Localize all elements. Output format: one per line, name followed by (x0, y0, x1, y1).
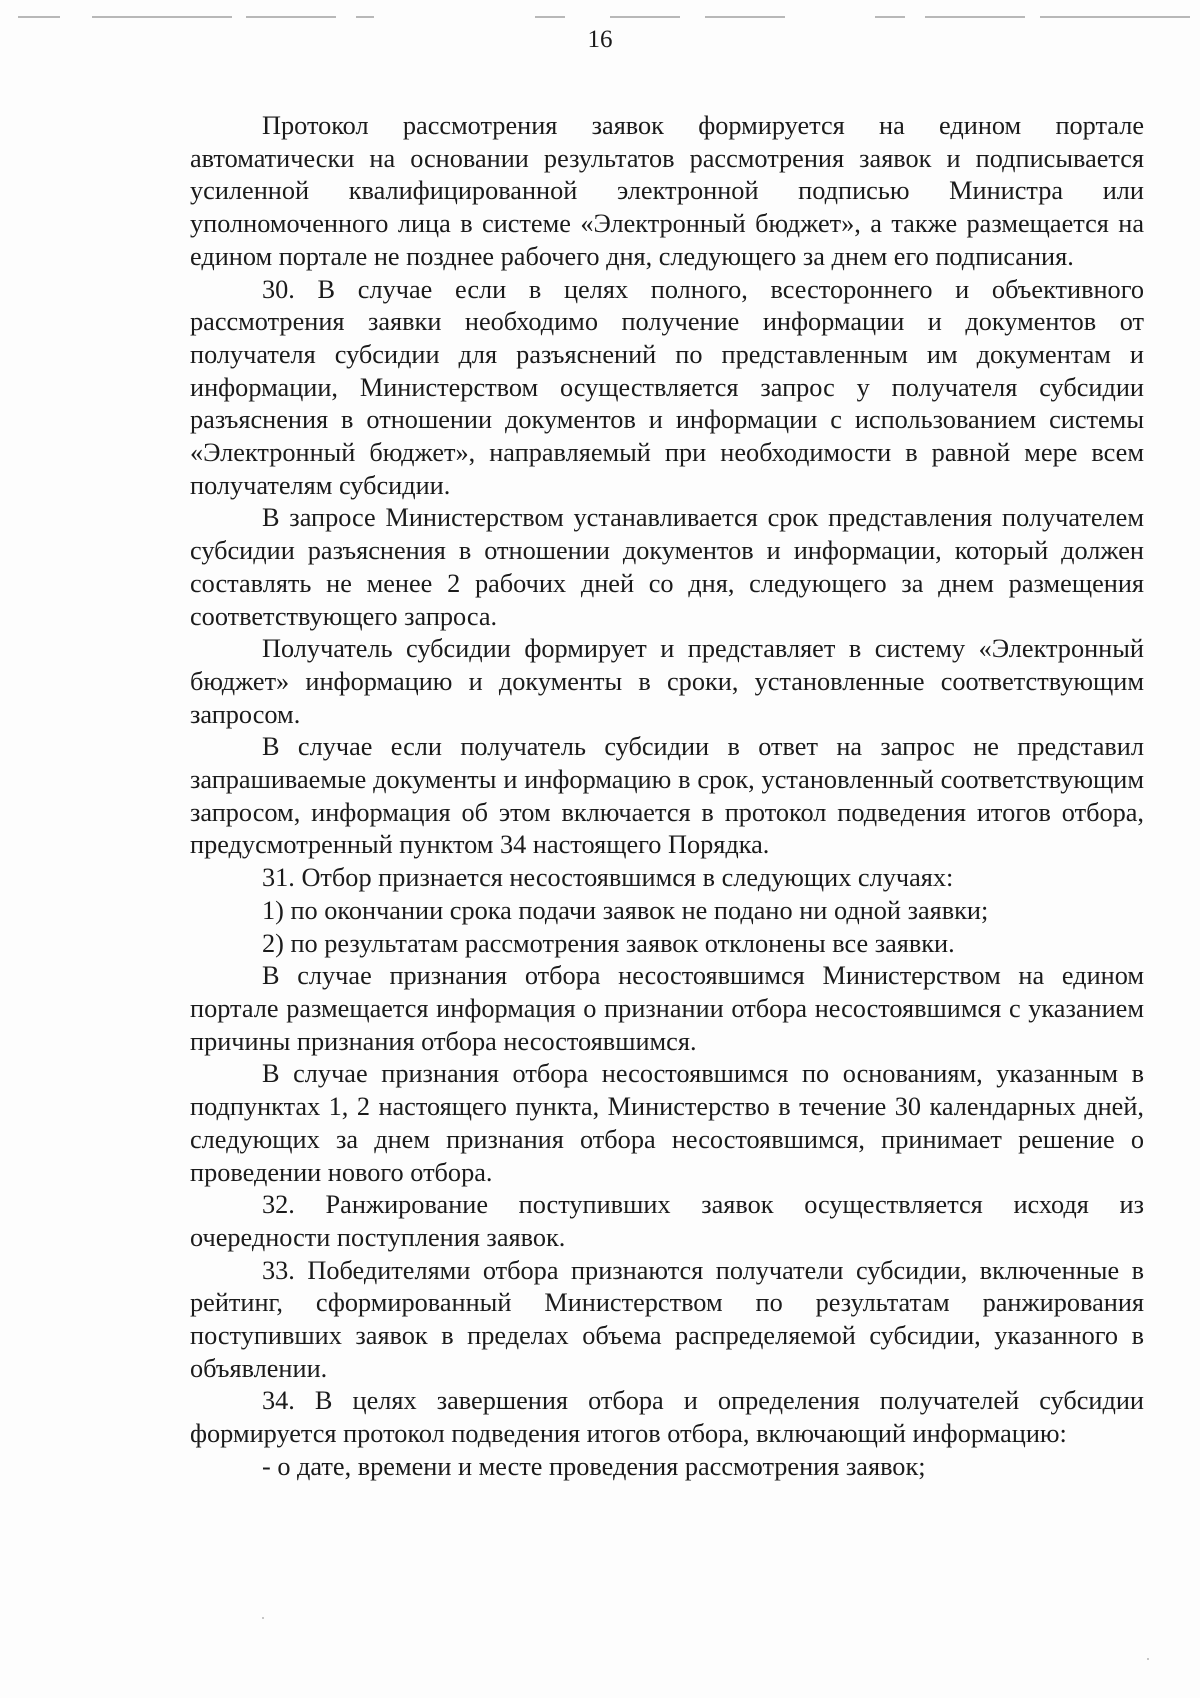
paragraph: 2) по результатам рассмотрения заявок отклонены все заявки. (262, 928, 955, 958)
paragraph: 1) по окончании срока подачи заявок не подано ни одной заявки; (262, 895, 989, 925)
scan-speck (1147, 1658, 1149, 1660)
paragraph: Протокол рассмотрения заявок формируется на едином портале автоматически на основании результатов рассмотрения заявок и подписывается усиленной квалифицированной электронной подписью Министра или уполномоченного лица в системе «Электронный бюджет», а также размещается на едином портале не позднее рабочего дня, следующего за днем его подписания. (190, 111, 1144, 271)
paragraph: В случае признания отбора несостоявшимся Министерством на едином портале размещается информация о признании отбора несостоявшимся с указанием причины признания отбора несостоявшимся. (190, 961, 1144, 1056)
document-body (190, 110, 1144, 1484)
page-number: 16 (587, 26, 613, 53)
paragraph: 31. Отбор признается несостоявшимся в следующих случаях: (262, 863, 954, 893)
paragraph: 33. Победителями отбора признаются получатели субсидии, включенные в рейтинг, сформированный Министерством по результатам ранжирования поступивших заявок в пределах объема распределяемой субсидии, указанного в объявлении. (190, 1255, 1144, 1383)
paragraph: 34. В целях завершения отбора и определения получателей субсидии формируется протокол подведения итогов отбора, включающий информацию: (190, 1386, 1144, 1449)
paragraph: 32. Ранжирование поступивших заявок осуществляется исходя из очередности поступления заявок. (190, 1190, 1144, 1252)
scan-edge-artifact (0, 14, 1200, 20)
paragraph: - о дате, времени и месте проведения рассмотрения заявок; (262, 1451, 926, 1481)
paragraph: 30. В случае если в целях полного, всестороннего и объективного рассмотрения заявки необходимо получение информации и документов от получателя субсидии для разъяснений по представленным им документам и информации, Министерством осуществляется запрос у получателя субсидии разъяснения в отношении документов и информации с использованием системы «Электронный бюджет», направляемый при необходимости в равной мере всем получателям субсидии. (190, 274, 1144, 500)
paragraph: Получатель субсидии формирует и представляет в систему «Электронный бюджет» информацию и документы в сроки, установленные соответствующим запросом. (190, 634, 1144, 729)
scan-speck (262, 1617, 264, 1619)
paragraph: В случае признания отбора несостоявшимся по основаниям, указанным в подпунктах 1, 2 настоящего пункта, Министерство в течение 30 календарных дней, следующих за днем признания отбора несостоявшимся, принимает решение о проведении нового отбора. (190, 1059, 1144, 1187)
paragraph: В запросе Министерством устанавливается срок представления получателем субсидии разъяснения в отношении документов и информации, который должен составлять не менее 2 рабочих дней со дня, следующего за днем размещения соответствующего запроса. (190, 503, 1144, 631)
paragraph: В случае если получатель субсидии в ответ на запрос не представил запрашиваемые документы и информацию в срок, установленный соответствующим запросом, информация об этом включается в протокол подведения итогов отбора, предусмотренный пунктом 34 настоящего Порядка. (190, 732, 1144, 860)
